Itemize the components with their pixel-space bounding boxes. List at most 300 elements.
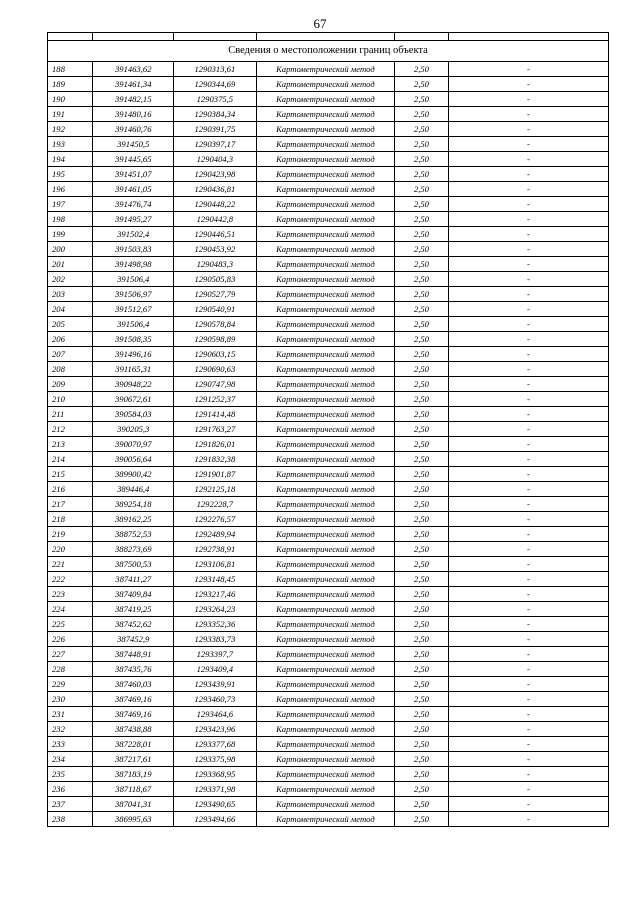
cell-method: Картометрический метод xyxy=(256,497,394,512)
cell-accuracy: 2,50 xyxy=(395,542,449,557)
cell-point-number: 224 xyxy=(48,602,93,617)
table-row xyxy=(48,212,609,227)
cell-method: Картометрический метод xyxy=(256,602,394,617)
cell-accuracy: 2,50 xyxy=(395,632,449,647)
cell-description: - xyxy=(448,347,608,362)
table-row xyxy=(48,677,609,692)
table-row xyxy=(48,497,609,512)
table-row xyxy=(48,692,609,707)
cell-coord-x: 387217,61 xyxy=(93,752,174,767)
cell-coord-y: 1293494,66 xyxy=(174,812,257,827)
cell-coord-x: 391508,35 xyxy=(93,332,174,347)
cell-description: - xyxy=(448,542,608,557)
cell-method: Картометрический метод xyxy=(256,242,394,257)
cell-coord-y: 1293490,65 xyxy=(174,797,257,812)
table-row xyxy=(48,392,609,407)
cell-point-number: 215 xyxy=(48,467,93,482)
cell-accuracy: 2,50 xyxy=(395,452,449,467)
cell-description: - xyxy=(448,437,608,452)
cell-accuracy: 2,50 xyxy=(395,752,449,767)
cell-point-number: 227 xyxy=(48,647,93,662)
cell-description: - xyxy=(448,692,608,707)
cell-coord-x: 391482,15 xyxy=(93,92,174,107)
cell-accuracy: 2,50 xyxy=(395,662,449,677)
cell-accuracy: 2,50 xyxy=(395,572,449,587)
cell-method: Картометрический метод xyxy=(256,407,394,422)
cell-accuracy: 2,50 xyxy=(395,167,449,182)
cell-accuracy: 2,50 xyxy=(395,677,449,692)
cell-coord-y: 1293217,46 xyxy=(174,587,257,602)
cell-accuracy: 2,50 xyxy=(395,107,449,122)
cell-method: Картометрический метод xyxy=(256,362,394,377)
cell-coord-x: 391503,83 xyxy=(93,242,174,257)
cell-coord-y: 1292276,57 xyxy=(174,512,257,527)
table-row xyxy=(48,707,609,722)
cell-coord-x: 386995,63 xyxy=(93,812,174,827)
cell-method: Картометрический метод xyxy=(256,77,394,92)
cell-coord-x: 387469,16 xyxy=(93,692,174,707)
cell-method: Картометрический метод xyxy=(256,707,394,722)
cell-accuracy: 2,50 xyxy=(395,737,449,752)
cell-description: - xyxy=(448,332,608,347)
cell-point-number: 208 xyxy=(48,362,93,377)
cell-coord-x: 391445,65 xyxy=(93,152,174,167)
cell-coord-x: 391450,5 xyxy=(93,137,174,152)
cell-point-number: 193 xyxy=(48,137,93,152)
cell-description: - xyxy=(448,392,608,407)
cell-accuracy: 2,50 xyxy=(395,707,449,722)
cell-point-number: 209 xyxy=(48,377,93,392)
cell-method: Картометрический метод xyxy=(256,167,394,182)
cell-description: - xyxy=(448,797,608,812)
cell-description: - xyxy=(448,557,608,572)
table-row xyxy=(48,482,609,497)
cell-coord-x: 391461,34 xyxy=(93,77,174,92)
cell-description: - xyxy=(448,92,608,107)
cell-description: - xyxy=(448,362,608,377)
cell-method: Картометрический метод xyxy=(256,482,394,497)
cell-method: Картометрический метод xyxy=(256,677,394,692)
table-row xyxy=(48,587,609,602)
cell-accuracy: 2,50 xyxy=(395,362,449,377)
cell-coord-x: 391512,67 xyxy=(93,302,174,317)
page-number: 67 xyxy=(313,16,327,31)
cell-coord-x: 391495,27 xyxy=(93,212,174,227)
cell-coord-y: 1292125,18 xyxy=(174,482,257,497)
table-row xyxy=(48,422,609,437)
cell-method: Картометрический метод xyxy=(256,317,394,332)
cell-accuracy: 2,50 xyxy=(395,227,449,242)
cell-point-number: 237 xyxy=(48,797,93,812)
cell-method: Картометрический метод xyxy=(256,392,394,407)
cell-coord-y: 1290453,92 xyxy=(174,242,257,257)
cell-method: Картометрический метод xyxy=(256,137,394,152)
cell-method: Картометрический метод xyxy=(256,617,394,632)
cell-description: - xyxy=(448,257,608,272)
cell-method: Картометрический метод xyxy=(256,347,394,362)
cell-coord-y: 1293368,95 xyxy=(174,767,257,782)
cell-coord-x: 391502,4 xyxy=(93,227,174,242)
cell-accuracy: 2,50 xyxy=(395,62,449,77)
cell-point-number: 192 xyxy=(48,122,93,137)
cell-coord-y: 1293371,98 xyxy=(174,782,257,797)
cell-description: - xyxy=(448,677,608,692)
cell-coord-y: 1293423,96 xyxy=(174,722,257,737)
cell-point-number: 214 xyxy=(48,452,93,467)
table-row xyxy=(48,242,609,257)
cell-description: - xyxy=(448,617,608,632)
cell-accuracy: 2,50 xyxy=(395,722,449,737)
cell-description: - xyxy=(448,572,608,587)
cell-coord-y: 1290527,79 xyxy=(174,287,257,302)
cell-coord-y: 1290578,84 xyxy=(174,317,257,332)
cell-method: Картометрический метод xyxy=(256,557,394,572)
cell-coord-y: 1293375,98 xyxy=(174,752,257,767)
cell-coord-x: 391461,05 xyxy=(93,182,174,197)
cell-coord-y: 1290384,34 xyxy=(174,107,257,122)
cell-point-number: 225 xyxy=(48,617,93,632)
cell-coord-y: 1290397,17 xyxy=(174,137,257,152)
cell-accuracy: 2,50 xyxy=(395,122,449,137)
cell-coord-x: 387118,67 xyxy=(93,782,174,797)
cell-coord-y: 1291826,01 xyxy=(174,437,257,452)
cell-accuracy: 2,50 xyxy=(395,422,449,437)
cell-coord-x: 387452,9 xyxy=(93,632,174,647)
cell-point-number: 238 xyxy=(48,812,93,827)
cell-point-number: 212 xyxy=(48,422,93,437)
cell-method: Картометрический метод xyxy=(256,377,394,392)
cell-coord-y: 1290404,3 xyxy=(174,152,257,167)
table-row xyxy=(48,557,609,572)
cell-accuracy: 2,50 xyxy=(395,767,449,782)
cell-method: Картометрический метод xyxy=(256,527,394,542)
table-row xyxy=(48,227,609,242)
cell-accuracy: 2,50 xyxy=(395,557,449,572)
cell-accuracy: 2,50 xyxy=(395,512,449,527)
cell-accuracy: 2,50 xyxy=(395,212,449,227)
cell-point-number: 217 xyxy=(48,497,93,512)
cell-accuracy: 2,50 xyxy=(395,392,449,407)
table-title: Сведения о местоположении границ объекта xyxy=(48,41,609,62)
cell-description: - xyxy=(448,62,608,77)
cell-method: Картометрический метод xyxy=(256,332,394,347)
cell-method: Картометрический метод xyxy=(256,542,394,557)
cell-coord-x: 389900,42 xyxy=(93,467,174,482)
table-row xyxy=(48,377,609,392)
cell-coord-x: 387228,01 xyxy=(93,737,174,752)
cell-method: Картометрический метод xyxy=(256,692,394,707)
table-row xyxy=(48,287,609,302)
cell-point-number: 202 xyxy=(48,272,93,287)
cell-accuracy: 2,50 xyxy=(395,497,449,512)
cell-description: - xyxy=(448,587,608,602)
table-row xyxy=(48,512,609,527)
cell-accuracy: 2,50 xyxy=(395,197,449,212)
cell-accuracy: 2,50 xyxy=(395,602,449,617)
cell-accuracy: 2,50 xyxy=(395,152,449,167)
cell-accuracy: 2,50 xyxy=(395,467,449,482)
cell-coord-y: 1290505,83 xyxy=(174,272,257,287)
table-row xyxy=(48,332,609,347)
cell-description: - xyxy=(448,317,608,332)
boundary-table xyxy=(47,32,609,827)
cell-description: - xyxy=(448,152,608,167)
cell-description: - xyxy=(448,767,608,782)
table-row xyxy=(48,182,609,197)
cell-point-number: 235 xyxy=(48,767,93,782)
cell-accuracy: 2,50 xyxy=(395,257,449,272)
cell-coord-x: 390056,64 xyxy=(93,452,174,467)
cell-coord-x: 391463,62 xyxy=(93,62,174,77)
table-row xyxy=(48,452,609,467)
cell-point-number: 207 xyxy=(48,347,93,362)
cell-coord-y: 1291252,37 xyxy=(174,392,257,407)
cell-point-number: 194 xyxy=(48,152,93,167)
cell-description: - xyxy=(448,812,608,827)
cell-coord-y: 1290344,69 xyxy=(174,77,257,92)
table-row xyxy=(48,662,609,677)
cell-point-number: 228 xyxy=(48,662,93,677)
table-row xyxy=(48,257,609,272)
cell-point-number: 220 xyxy=(48,542,93,557)
table-row xyxy=(48,107,609,122)
cell-coord-y: 1293464,6 xyxy=(174,707,257,722)
cell-coord-x: 387452,62 xyxy=(93,617,174,632)
cell-coord-y: 1290747,98 xyxy=(174,377,257,392)
cell-coord-x: 391460,76 xyxy=(93,122,174,137)
cell-description: - xyxy=(448,602,608,617)
cell-description: - xyxy=(448,167,608,182)
cell-accuracy: 2,50 xyxy=(395,92,449,107)
cell-accuracy: 2,50 xyxy=(395,647,449,662)
table-row xyxy=(48,752,609,767)
cell-coord-y: 1292489,94 xyxy=(174,527,257,542)
cell-point-number: 203 xyxy=(48,287,93,302)
table-row xyxy=(48,782,609,797)
cell-method: Картометрический метод xyxy=(256,767,394,782)
cell-description: - xyxy=(448,227,608,242)
cell-method: Картометрический метод xyxy=(256,152,394,167)
cell-point-number: 236 xyxy=(48,782,93,797)
cell-coord-x: 387438,88 xyxy=(93,722,174,737)
cell-accuracy: 2,50 xyxy=(395,137,449,152)
cell-point-number: 234 xyxy=(48,752,93,767)
cell-point-number: 210 xyxy=(48,392,93,407)
cell-point-number: 190 xyxy=(48,92,93,107)
cell-point-number: 199 xyxy=(48,227,93,242)
cell-method: Картометрический метод xyxy=(256,737,394,752)
cell-method: Картометрический метод xyxy=(256,437,394,452)
cell-point-number: 196 xyxy=(48,182,93,197)
table-row xyxy=(48,602,609,617)
table-row xyxy=(48,152,609,167)
cell-method: Картометрический метод xyxy=(256,422,394,437)
cell-coord-x: 387435,76 xyxy=(93,662,174,677)
cell-method: Картометрический метод xyxy=(256,302,394,317)
cell-method: Картометрический метод xyxy=(256,197,394,212)
cell-description: - xyxy=(448,197,608,212)
cell-coord-y: 1293264,23 xyxy=(174,602,257,617)
cell-coord-y: 1293106,81 xyxy=(174,557,257,572)
cell-method: Картометрический метод xyxy=(256,662,394,677)
cell-point-number: 198 xyxy=(48,212,93,227)
cell-point-number: 205 xyxy=(48,317,93,332)
cell-method: Картометрический метод xyxy=(256,257,394,272)
cell-accuracy: 2,50 xyxy=(395,302,449,317)
cell-point-number: 233 xyxy=(48,737,93,752)
cell-method: Картометрический метод xyxy=(256,182,394,197)
table-row xyxy=(48,737,609,752)
cell-coord-x: 387469,16 xyxy=(93,707,174,722)
cell-description: - xyxy=(448,302,608,317)
cell-point-number: 191 xyxy=(48,107,93,122)
cell-accuracy: 2,50 xyxy=(395,272,449,287)
cell-point-number: 218 xyxy=(48,512,93,527)
cell-coord-y: 1293383,73 xyxy=(174,632,257,647)
table-row xyxy=(48,137,609,152)
table-row xyxy=(48,302,609,317)
cell-coord-x: 390584,03 xyxy=(93,407,174,422)
table-row xyxy=(48,542,609,557)
cell-method: Картометрический метод xyxy=(256,782,394,797)
cell-point-number: 211 xyxy=(48,407,93,422)
cell-coord-x: 390948,22 xyxy=(93,377,174,392)
cell-accuracy: 2,50 xyxy=(395,317,449,332)
cell-accuracy: 2,50 xyxy=(395,287,449,302)
cell-coord-y: 1293377,68 xyxy=(174,737,257,752)
cell-coord-y: 1293148,45 xyxy=(174,572,257,587)
cell-coord-y: 1291832,38 xyxy=(174,452,257,467)
cell-description: - xyxy=(448,377,608,392)
cell-description: - xyxy=(448,212,608,227)
table-row xyxy=(48,77,609,92)
cell-description: - xyxy=(448,422,608,437)
cell-point-number: 200 xyxy=(48,242,93,257)
cell-accuracy: 2,50 xyxy=(395,77,449,92)
cell-method: Картометрический метод xyxy=(256,62,394,77)
cell-description: - xyxy=(448,482,608,497)
cell-accuracy: 2,50 xyxy=(395,332,449,347)
cell-coord-x: 390205,3 xyxy=(93,422,174,437)
cell-point-number: 221 xyxy=(48,557,93,572)
table-top-spacer xyxy=(48,33,609,41)
cell-description: - xyxy=(448,242,608,257)
cell-accuracy: 2,50 xyxy=(395,437,449,452)
cell-point-number: 201 xyxy=(48,257,93,272)
cell-description: - xyxy=(448,137,608,152)
cell-coord-x: 391506,4 xyxy=(93,272,174,287)
cell-method: Картометрический метод xyxy=(256,797,394,812)
cell-point-number: 232 xyxy=(48,722,93,737)
cell-coord-x: 391498,98 xyxy=(93,257,174,272)
cell-coord-y: 1290603,15 xyxy=(174,347,257,362)
cell-description: - xyxy=(448,107,608,122)
cell-accuracy: 2,50 xyxy=(395,527,449,542)
cell-description: - xyxy=(448,662,608,677)
cell-coord-x: 391165,31 xyxy=(93,362,174,377)
cell-coord-y: 1293439,91 xyxy=(174,677,257,692)
cell-coord-x: 388273,69 xyxy=(93,542,174,557)
cell-description: - xyxy=(448,707,608,722)
cell-method: Картометрический метод xyxy=(256,122,394,137)
table-row xyxy=(48,812,609,827)
cell-coord-x: 389162,25 xyxy=(93,512,174,527)
cell-method: Картометрический метод xyxy=(256,752,394,767)
cell-description: - xyxy=(448,272,608,287)
cell-accuracy: 2,50 xyxy=(395,692,449,707)
cell-coord-x: 391480,16 xyxy=(93,107,174,122)
cell-method: Картометрический метод xyxy=(256,587,394,602)
cell-point-number: 226 xyxy=(48,632,93,647)
cell-point-number: 213 xyxy=(48,437,93,452)
cell-point-number: 229 xyxy=(48,677,93,692)
table-row xyxy=(48,527,609,542)
cell-coord-x: 387409,84 xyxy=(93,587,174,602)
table-row xyxy=(48,407,609,422)
cell-coord-y: 1291414,48 xyxy=(174,407,257,422)
table-row xyxy=(48,272,609,287)
cell-coord-y: 1290313,61 xyxy=(174,62,257,77)
cell-coord-y: 1290448,22 xyxy=(174,197,257,212)
table-row xyxy=(48,797,609,812)
cell-coord-x: 387419,25 xyxy=(93,602,174,617)
table-row xyxy=(48,122,609,137)
cell-coord-y: 1290423,98 xyxy=(174,167,257,182)
cell-coord-x: 389254,18 xyxy=(93,497,174,512)
cell-coord-x: 387183,19 xyxy=(93,767,174,782)
cell-accuracy: 2,50 xyxy=(395,182,449,197)
cell-method: Картометрический метод xyxy=(256,452,394,467)
cell-accuracy: 2,50 xyxy=(395,782,449,797)
cell-accuracy: 2,50 xyxy=(395,482,449,497)
cell-description: - xyxy=(448,452,608,467)
cell-description: - xyxy=(448,737,608,752)
cell-coord-y: 1290598,89 xyxy=(174,332,257,347)
cell-coord-x: 390070,97 xyxy=(93,437,174,452)
cell-coord-y: 1293397,7 xyxy=(174,647,257,662)
cell-coord-y: 1290391,75 xyxy=(174,122,257,137)
cell-description: - xyxy=(448,632,608,647)
table-row xyxy=(48,317,609,332)
cell-point-number: 195 xyxy=(48,167,93,182)
cell-coord-y: 1292228,7 xyxy=(174,497,257,512)
table-row xyxy=(48,632,609,647)
cell-description: - xyxy=(448,497,608,512)
cell-coord-x: 390672,61 xyxy=(93,392,174,407)
cell-accuracy: 2,50 xyxy=(395,407,449,422)
cell-point-number: 230 xyxy=(48,692,93,707)
table-row xyxy=(48,437,609,452)
cell-point-number: 216 xyxy=(48,482,93,497)
cell-coord-x: 388752,53 xyxy=(93,527,174,542)
cell-coord-y: 1292738,91 xyxy=(174,542,257,557)
cell-point-number: 219 xyxy=(48,527,93,542)
cell-coord-y: 1293409,4 xyxy=(174,662,257,677)
cell-description: - xyxy=(448,512,608,527)
cell-description: - xyxy=(448,467,608,482)
cell-coord-y: 1290540,91 xyxy=(174,302,257,317)
cell-description: - xyxy=(448,77,608,92)
cell-description: - xyxy=(448,527,608,542)
cell-accuracy: 2,50 xyxy=(395,587,449,602)
cell-method: Картометрический метод xyxy=(256,512,394,527)
cell-coord-x: 387411,27 xyxy=(93,572,174,587)
cell-method: Картометрический метод xyxy=(256,647,394,662)
table-row xyxy=(48,347,609,362)
cell-coord-x: 389446,4 xyxy=(93,482,174,497)
cell-coord-y: 1290375,5 xyxy=(174,92,257,107)
cell-coord-y: 1290483,3 xyxy=(174,257,257,272)
